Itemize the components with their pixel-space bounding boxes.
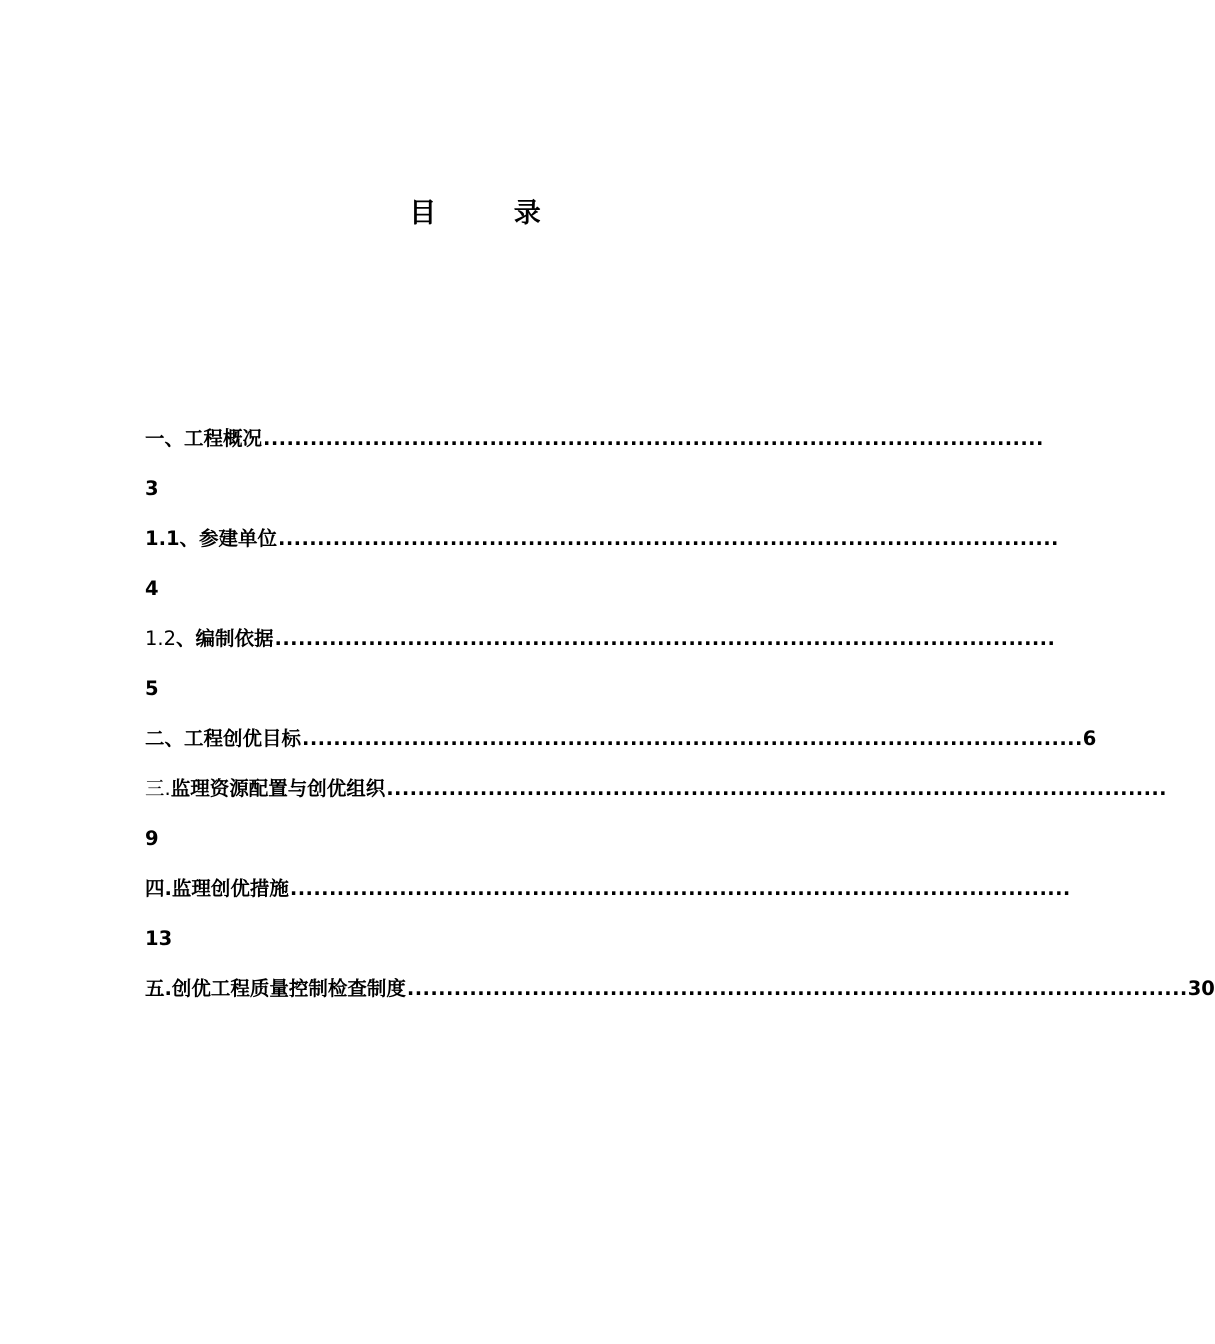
dot-leader: .................................................................................................... (386, 777, 1167, 800)
toc-entry-label: 、编制依据 (176, 627, 274, 650)
toc-entry-title: 1.1、参建单位 (145, 527, 278, 550)
toc-entry-title: 一、工程概况 (145, 427, 263, 450)
toc-entry-number: 1.2 (145, 627, 177, 650)
toc-entry-4[interactable] (145, 714, 1097, 764)
toc-entry-5[interactable] (145, 764, 1167, 814)
toc-entry-title: 二、工程创优目标 (145, 727, 302, 750)
toc-entry-number: 三. (145, 777, 171, 800)
toc-entry-page: 3 (145, 477, 159, 500)
toc-entry-title: 五.创优工程质量控制检查制度 (145, 977, 406, 1000)
toc-entry-title (145, 777, 385, 801)
dot-leader: .................................................................................................... (302, 727, 1083, 750)
table-of-contents (145, 414, 1215, 1014)
toc-entry-title (145, 627, 274, 651)
toc-entry-page: 4 (145, 577, 159, 600)
toc-entry-7[interactable] (145, 964, 1215, 1014)
toc-entry-page: 5 (145, 677, 159, 700)
toc-entry-1[interactable] (145, 414, 1044, 464)
dot-leader: .................................................................................................... (274, 627, 1056, 650)
toc-entry-label: 监理资源配置与创优组织 (170, 777, 386, 800)
toc-entry-2[interactable] (145, 514, 1059, 564)
dot-leader: .................................................................................................... (263, 427, 1044, 450)
dot-leader: .................................................................................................... (289, 877, 1071, 900)
toc-entry-page: 13 (145, 927, 173, 950)
toc-entry-page: 6 (1082, 727, 1097, 750)
toc-entry-page: 9 (145, 827, 159, 850)
toc-entry-6[interactable] (145, 864, 1071, 914)
toc-entry-title: 四.监理创优措施 (145, 877, 289, 900)
toc-entry-page: 30 (1187, 977, 1215, 1000)
toc-title: 目 录 (409, 198, 575, 229)
toc-entry-3[interactable] (145, 614, 1056, 664)
dot-leader: .................................................................................................... (406, 977, 1188, 1000)
dot-leader: .................................................................................................... (278, 527, 1059, 550)
